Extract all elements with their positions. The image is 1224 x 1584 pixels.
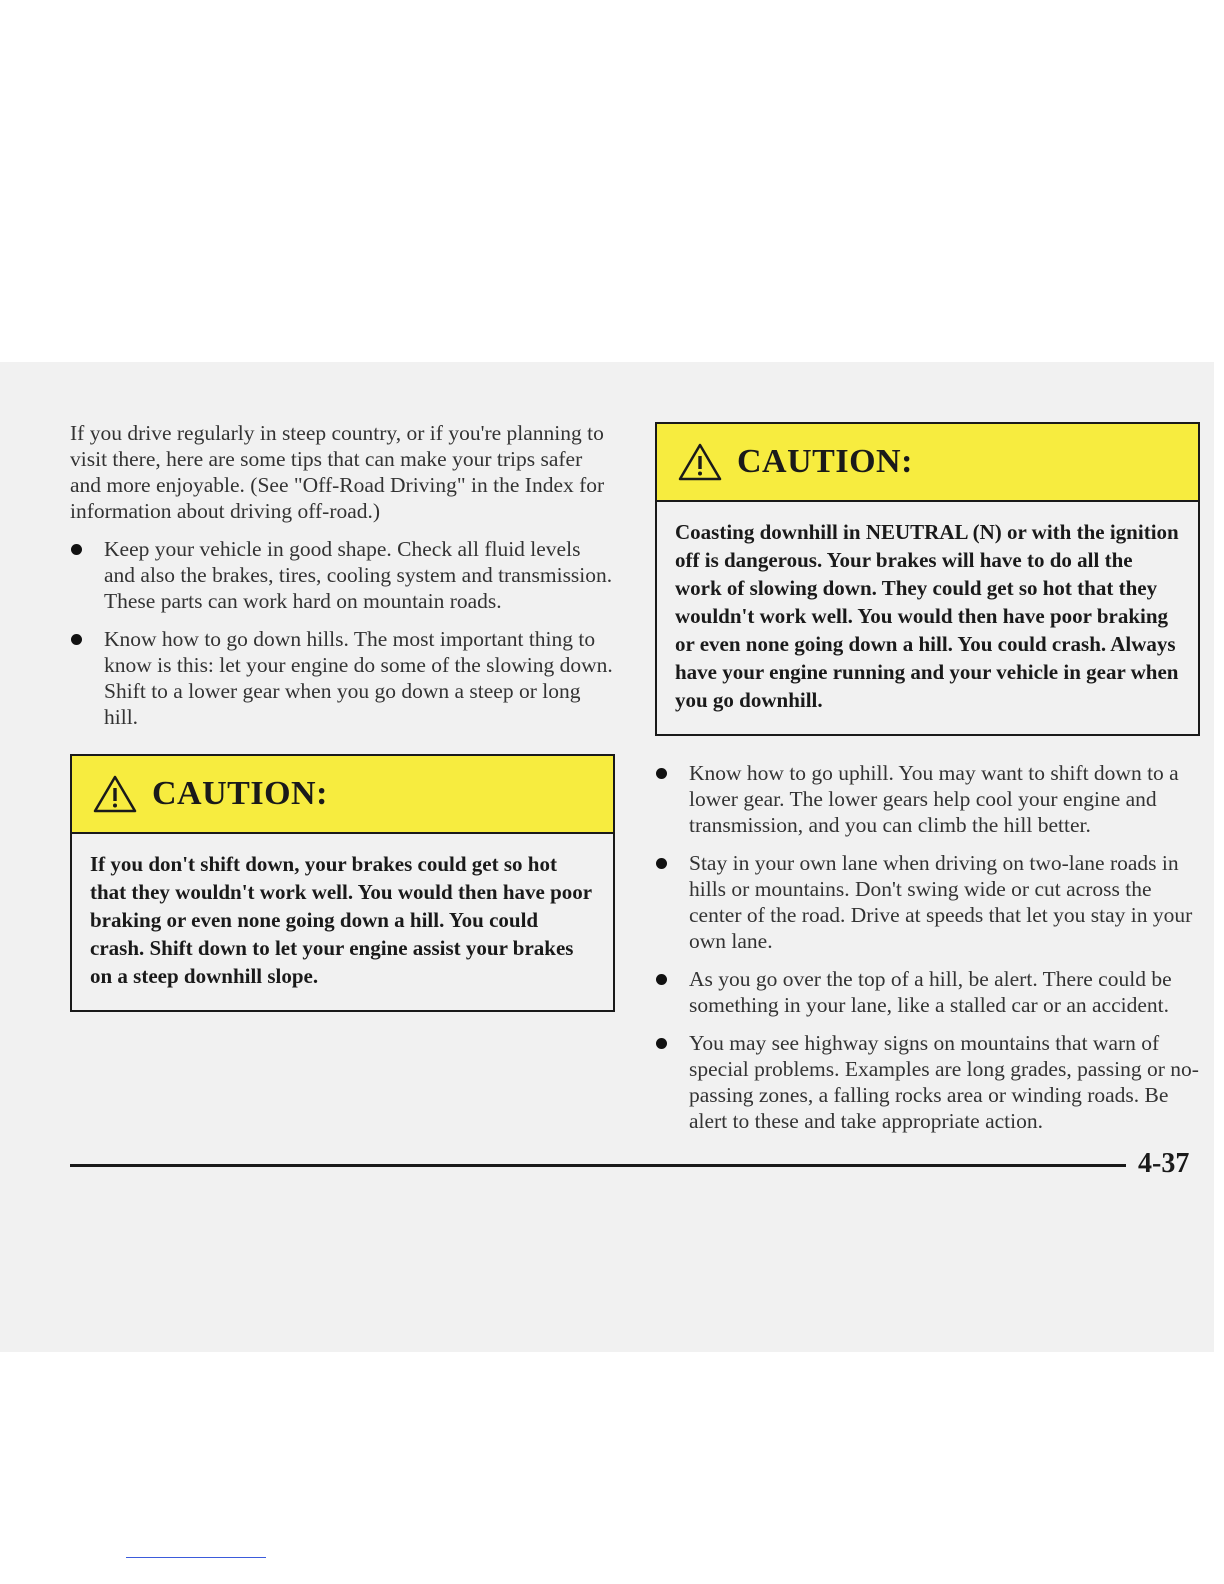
list-item-text: Know how to go down hills. The most important thing to know is this: let your engine do some of the slowing down. Shift to a lower gear when you go down a steep or long hill. xyxy=(104,627,613,729)
right-column xyxy=(655,422,1200,1146)
list-item-text: Stay in your own lane when driving on two-lane roads in hills or mountains. Don't swing wide or cut across the center of the road. Drive at speeds that let you stay in your own lane. xyxy=(689,851,1193,953)
bottom-link-underline xyxy=(126,1557,266,1558)
bullet-icon xyxy=(656,858,667,869)
list-item xyxy=(655,1030,1200,1134)
bullet-icon xyxy=(71,634,82,645)
list-item-text: As you go over the top of a hill, be alert. There could be something in your lane, like a stalled car or an accident. xyxy=(689,967,1172,1017)
list-item xyxy=(70,626,615,730)
page-number: 4-37 xyxy=(1138,1148,1190,1179)
caution-title: CAUTION: xyxy=(152,775,328,812)
caution-title: CAUTION: xyxy=(737,443,913,480)
list-item xyxy=(655,760,1200,838)
caution-header xyxy=(72,756,613,834)
bullet-icon xyxy=(656,768,667,779)
bullet-icon xyxy=(656,1038,667,1049)
caution-text: Coasting downhill in NEUTRAL (N) or with the ignition off is dangerous. Your brakes will have to do all the work of slowing down. They could get so hot that they wouldn't work well. You would then have poor braking or even none going down a hill. You could crash. Always have your engine running and your vehicle in gear when you go downhill. xyxy=(675,520,1179,712)
right-bullet-list xyxy=(655,760,1200,1134)
caution-box-shift-down xyxy=(70,754,615,1012)
warning-triangle-icon xyxy=(677,442,723,482)
intro-paragraph: If you drive regularly in steep country, or if you're planning to visit there, here are some tips that can make your trips safer and more enjoyable. (See "Off-Road Driving" in the Index for information about driving off-road.) xyxy=(70,421,605,523)
footer-rule xyxy=(70,1164,1126,1167)
bullet-icon xyxy=(656,974,667,985)
caution-box-coasting xyxy=(655,422,1200,736)
left-column xyxy=(70,420,615,1012)
list-item xyxy=(655,966,1200,1018)
list-item-text: Know how to go uphill. You may want to shift down to a lower gear. The lower gears help cool your engine and transmission, and you can climb the hill better. xyxy=(689,761,1179,837)
list-item xyxy=(655,850,1200,954)
list-item-text: You may see highway signs on mountains that warn of special problems. Examples are long grades, passing or no-passing zones, a falling rocks area or winding roads. Be alert to these and take appropriate action. xyxy=(689,1031,1199,1133)
warning-triangle-icon xyxy=(92,774,138,814)
list-item-text: Keep your vehicle in good shape. Check all fluid levels and also the brakes, tires, cooling system and transmission. These parts can work hard on mountain roads. xyxy=(104,537,613,613)
caution-text: If you don't shift down, your brakes could get so hot that they wouldn't work well. You would then have poor braking or even none going down a hill. You could crash. Shift down to let your engine assist your brakes on a steep downhill slope. xyxy=(90,852,592,988)
bullet-icon xyxy=(71,544,82,555)
caution-header xyxy=(657,424,1198,502)
list-item xyxy=(70,536,615,614)
left-bullet-list xyxy=(70,536,615,730)
